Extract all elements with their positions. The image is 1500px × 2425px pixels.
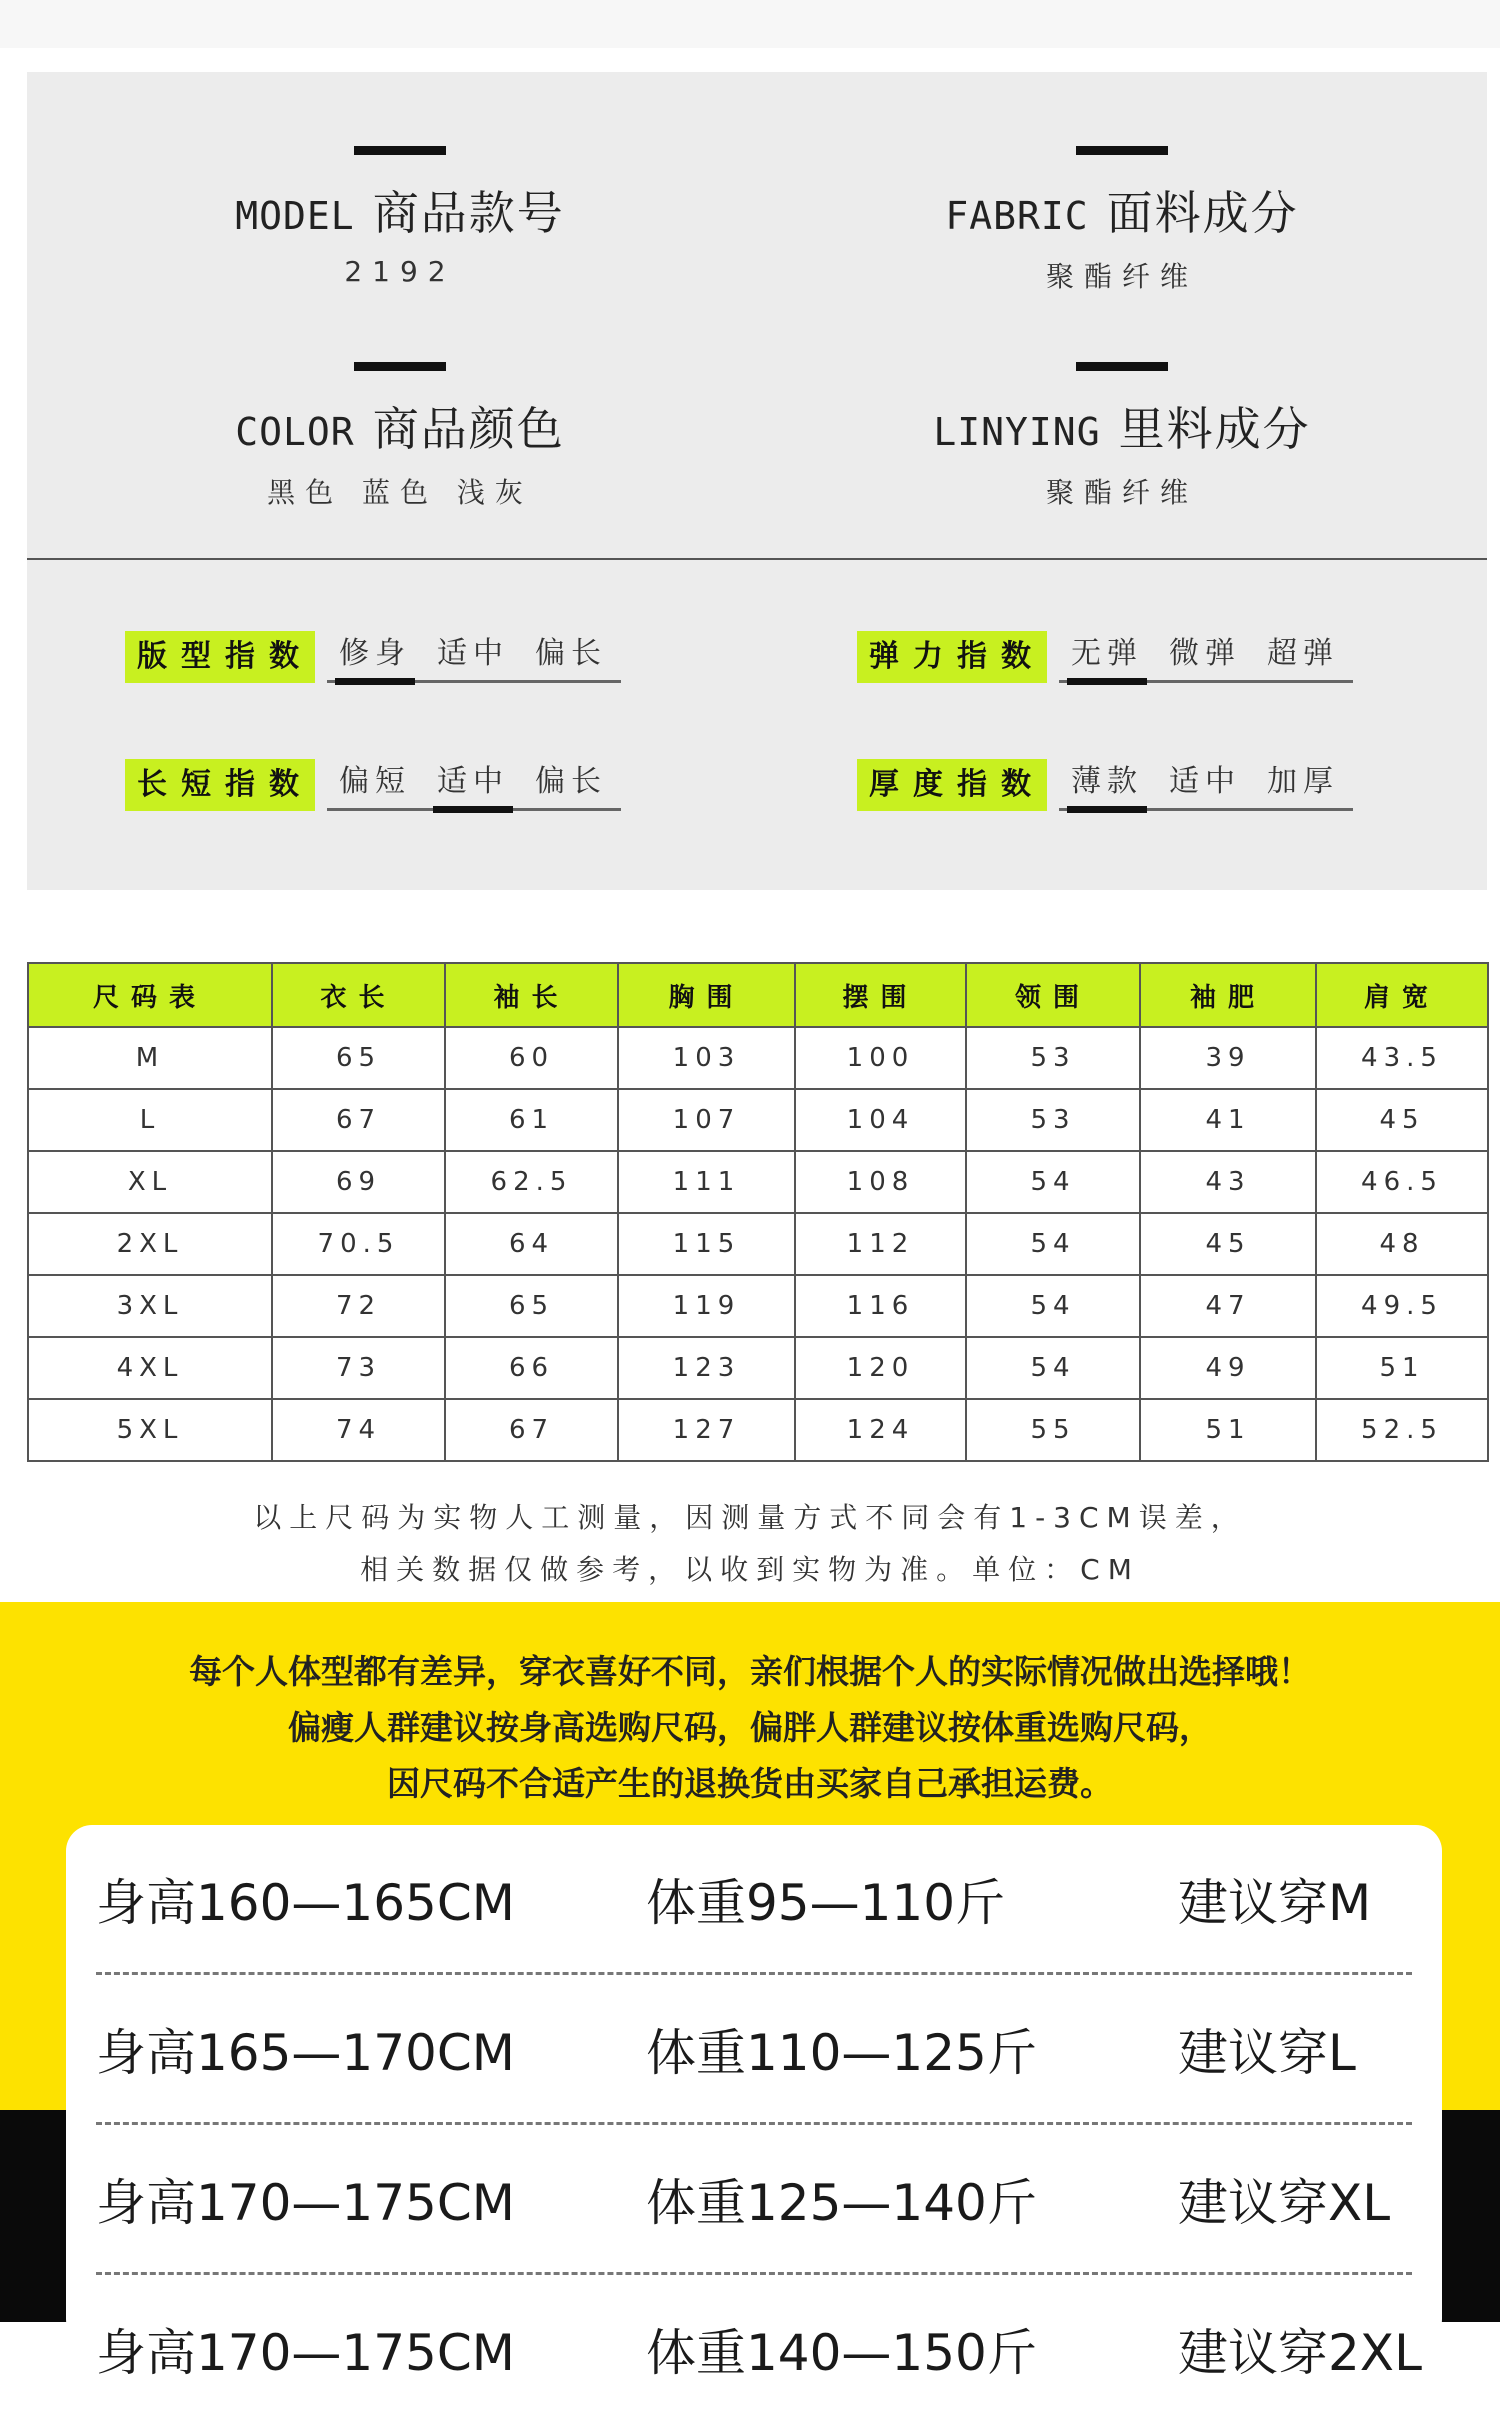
table-cell: 49 [1140,1337,1316,1399]
table-cell: 2XL [28,1213,272,1275]
table-row [28,1399,1488,1461]
header-cell: 胸围 [618,963,795,1027]
lining-value: 聚酯纤维 [1045,476,1198,509]
table-cell: 41 [1140,1089,1316,1151]
table-cell: 64 [445,1213,618,1275]
color-value: 黑色 蓝色 浅灰 [267,476,533,509]
table-cell: 115 [618,1213,795,1275]
table-cell: 60 [445,1027,618,1089]
table-cell: 55 [966,1399,1140,1461]
weight-range: 体重125—140斤 [646,2174,1037,2232]
table-cell: 65 [445,1275,618,1337]
header-cell: 尺码表 [28,963,272,1027]
top-strip [0,0,1500,48]
table-row [28,1213,1488,1275]
header-cell: 袖长 [445,963,618,1027]
title-bar [354,146,446,155]
length-index [125,756,621,811]
fabric-block [862,146,1382,295]
fit-index [125,628,621,683]
table-cell: 66 [445,1337,618,1399]
table-cell: 54 [966,1151,1140,1213]
table-cell: 3XL [28,1275,272,1337]
height-range: 身高170—175CM [96,2324,515,2382]
index-option: 适中 [425,756,523,804]
index-option: 无弹 [1059,628,1157,676]
table-cell: 119 [618,1275,795,1337]
fabric-value: 聚酯纤维 [1045,260,1198,293]
measurement-note-2: 相关数据仅做参考，以收到实物为准。单位：CM [360,1553,1140,1586]
table-cell: 51 [1140,1399,1316,1461]
suggested-size: 建议穿2XL [1178,2324,1422,2382]
table-cell: 108 [795,1151,966,1213]
length-index-label: 长短指数 [125,759,315,811]
table-cell: 47 [1140,1275,1316,1337]
table-cell: 4XL [28,1337,272,1399]
table-cell: 51 [1316,1337,1488,1399]
index-option: 加厚 [1267,764,1339,799]
height-range: 身高160—165CM [96,1874,515,1932]
table-cell: 67 [445,1399,618,1461]
table-cell: 112 [795,1213,966,1275]
table-cell: 45 [1316,1089,1488,1151]
color-title: COLOR 商品颜色 [235,402,565,456]
suggested-size: 建议穿L [1178,2024,1356,2082]
fit-index-label: 版型指数 [125,631,315,683]
table-cell: 39 [1140,1027,1316,1089]
header-cell: 袖肥 [1140,963,1316,1027]
title-bar [1076,362,1168,371]
table-cell: 107 [618,1089,795,1151]
height-range: 身高165—170CM [96,2024,515,2082]
model-block [140,146,660,288]
index-option: 超弹 [1267,636,1339,671]
recommendation-row [96,1975,1412,2125]
table-cell: 45 [1140,1213,1316,1275]
height-range: 身高170—175CM [96,2174,515,2232]
table-cell: 70.5 [272,1213,445,1275]
index-option: 偏长 [535,636,607,671]
table-cell: 124 [795,1399,966,1461]
table-cell: 52.5 [1316,1399,1488,1461]
table-cell: 54 [966,1275,1140,1337]
table-row [28,1027,1488,1089]
table-cell: 65 [272,1027,445,1089]
table-cell: 73 [272,1337,445,1399]
elasticity-index-label: 弹力指数 [857,631,1047,683]
length-index-options [327,756,621,811]
lining-block [862,362,1382,511]
table-row [28,1337,1488,1399]
table-cell: 69 [272,1151,445,1213]
thickness-index [857,756,1353,811]
index-option: 偏短 [339,764,411,799]
index-option: 适中 [437,636,509,671]
panel-divider [27,558,1487,560]
table-cell: L [28,1089,272,1151]
table-cell: 49.5 [1316,1275,1488,1337]
table-cell: 53 [966,1027,1140,1089]
thickness-index-label: 厚度指数 [857,759,1047,811]
header-cell: 摆围 [795,963,966,1027]
table-cell: 111 [618,1151,795,1213]
table-cell: 43.5 [1316,1027,1488,1089]
index-option: 修身 [327,628,425,676]
header-cell: 衣长 [272,963,445,1027]
table-cell: 104 [795,1089,966,1151]
table-row [28,1151,1488,1213]
size-table-header [28,963,1488,1027]
table-cell: 5XL [28,1399,272,1461]
table-cell: 72 [272,1275,445,1337]
elasticity-index-options [1059,628,1353,683]
lining-title: LINYING 里料成分 [933,402,1311,456]
weight-range: 体重95—110斤 [646,1874,1006,1932]
table-cell: 62.5 [445,1151,618,1213]
suggested-size: 建议穿M [1178,1874,1372,1932]
color-block [140,362,660,511]
model-title: MODEL 商品款号 [235,186,565,240]
title-bar [1076,146,1168,155]
recommendation-row [96,1825,1412,1975]
model-value: 2192 [344,255,456,288]
table-cell: 120 [795,1337,966,1399]
table-cell: 43 [1140,1151,1316,1213]
table-cell: 61 [445,1089,618,1151]
recommendation-row [96,2125,1412,2275]
recommendation-row [96,2275,1422,2425]
index-option: 薄款 [1059,756,1157,804]
weight-range: 体重110—125斤 [646,2024,1037,2082]
table-row [28,1275,1488,1337]
fabric-title: FABRIC 面料成分 [945,186,1299,240]
advice-line-2: 偏瘦人群建议按身高选购尺码，偏胖人群建议按体重选购尺码， [288,1708,1212,1747]
header-cell: 肩宽 [1316,963,1488,1027]
measurement-note-1: 以上尺码为实物人工测量，因测量方式不同会有1-3CM误差， [253,1501,1247,1534]
table-cell: 127 [618,1399,795,1461]
table-cell: 123 [618,1337,795,1399]
elasticity-index [857,628,1353,683]
weight-range: 体重140—150斤 [646,2324,1037,2382]
table-cell: 46.5 [1316,1151,1488,1213]
table-row [28,1089,1488,1151]
index-option: 微弹 [1169,636,1241,671]
thickness-index-options [1059,756,1353,811]
header-cell: 领围 [966,963,1140,1027]
table-cell: 67 [272,1089,445,1151]
advice-line-1: 每个人体型都有差异，穿衣喜好不同，亲们根据个人的实际情况做出选择哦！ [189,1652,1311,1691]
suggested-size: 建议穿XL [1178,2174,1391,2232]
table-cell: 54 [966,1337,1140,1399]
table-cell: 48 [1316,1213,1488,1275]
table-cell: XL [28,1151,272,1213]
table-cell: 103 [618,1027,795,1089]
table-cell: M [28,1027,272,1089]
recommendation-card [66,1825,1442,2382]
table-cell: 74 [272,1399,445,1461]
size-table [27,962,1489,1462]
title-bar [354,362,446,371]
table-cell: 54 [966,1213,1140,1275]
advice-line-3: 因尺码不合适产生的退换货由买家自己承担运费。 [387,1764,1113,1803]
table-cell: 53 [966,1089,1140,1151]
fit-index-options [327,628,621,683]
table-cell: 100 [795,1027,966,1089]
index-option: 偏长 [535,764,607,799]
index-option: 适中 [1169,764,1241,799]
table-cell: 116 [795,1275,966,1337]
